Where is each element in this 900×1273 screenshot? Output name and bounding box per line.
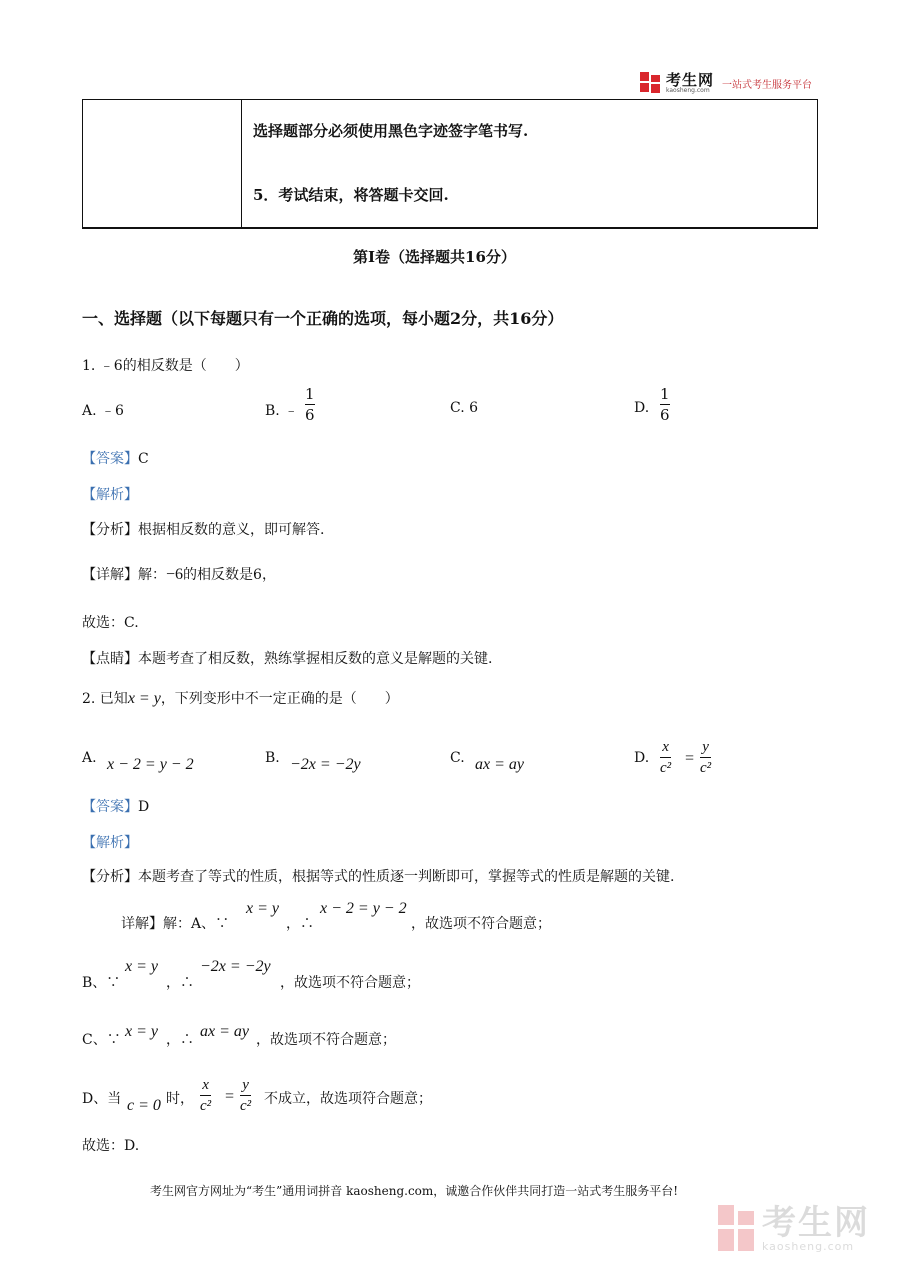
q1-review: 【点睛】本题考查了相反数，熟练掌握相反数的意义是解题的关键. bbox=[82, 651, 493, 667]
watermark-logo-icon bbox=[718, 1205, 758, 1253]
header-logo[interactable] bbox=[640, 72, 812, 94]
q1-option-d-label: D. bbox=[634, 400, 650, 416]
logo-mark-icon bbox=[640, 72, 662, 94]
footer-text: 考生网官方网址为“考生”通用词拼音 kaosheng.com，诚邀合作伙伴共同打造一站式考生服务平台! bbox=[150, 1184, 679, 1198]
q2-detail-b-math2: −2x = −2y bbox=[200, 958, 271, 975]
q2-detail-c-prefix: C、∵ bbox=[82, 1032, 121, 1048]
q1-detail: 【详解】解：−6的相反数是6， bbox=[82, 566, 276, 583]
q2-detail-b-suffix: ，故选项不符合题意； bbox=[280, 975, 420, 991]
q2-detail-c-math1: x = y bbox=[125, 1023, 158, 1040]
q2-option-d-label: D. bbox=[634, 750, 650, 766]
q1-detail-math: −6 bbox=[166, 566, 184, 583]
q2-option-d-equals: = bbox=[684, 750, 695, 767]
q2-answer bbox=[82, 796, 149, 816]
q1-answer bbox=[82, 448, 149, 468]
q1-fenxi: 【分析】根据相反数的意义，即可解答. bbox=[82, 522, 325, 538]
notice-line-1: 选择题部分必须使用黑色字迹签字笔书写. bbox=[253, 122, 529, 140]
notice-line-2: 5．考试结束，将答题卡交回. bbox=[253, 186, 449, 204]
q2-detail-c-math2: ax = ay bbox=[200, 1023, 249, 1040]
q2-option-d-fraction-left: x c² bbox=[660, 739, 672, 776]
q2-stem: 2. 已知x = y，下列变形中不一定正确的是（ ） bbox=[82, 690, 399, 707]
watermark bbox=[718, 1202, 870, 1253]
q2-fenxi: 【分析】本题考查了等式的性质，根据等式的性质逐一判断即可，掌握等式的性质是解题的关键. bbox=[82, 869, 675, 885]
q2-answer-value: D bbox=[138, 799, 150, 815]
q2-detail-d-prefix: D、当 bbox=[82, 1091, 122, 1107]
q1-option-a: A. ﹣6 bbox=[82, 403, 124, 419]
q2-detail-d-mid: 时， bbox=[166, 1091, 194, 1107]
section-title: 第Ⅰ卷（选择题共16分） bbox=[353, 248, 516, 266]
q2-detail-d-fraction-left: x c² bbox=[200, 1077, 212, 1114]
q2-detail-b-math1: x = y bbox=[125, 958, 158, 975]
q1-analysis-tag: 【解析】 bbox=[82, 487, 138, 503]
q2-detail-a-suffix: ，故选项不符合题意； bbox=[411, 916, 551, 932]
q2-detail-a-mid: ，∴ bbox=[286, 916, 314, 932]
q2-detail-d-fraction-right: y c² bbox=[240, 1077, 252, 1114]
q2-detail-c-mid: ，∴ bbox=[166, 1032, 194, 1048]
q2-option-c-math: ax = ay bbox=[475, 756, 524, 773]
q2-detail-d-suffix: 不成立，故选项符合题意； bbox=[264, 1091, 432, 1107]
q2-option-b-label: B. bbox=[265, 750, 280, 766]
q2-option-b-math: −2x = −2y bbox=[290, 756, 361, 773]
q1-answer-tag: 【答案】 bbox=[82, 451, 138, 467]
q1-option-b-fraction: 1 6 bbox=[305, 385, 315, 424]
q1-stem: 1. ﹣6的相反数是（ ） bbox=[82, 358, 249, 374]
q1-option-b-label: B. ﹣ bbox=[265, 403, 299, 419]
q2-choose: 故选：D. bbox=[82, 1138, 140, 1154]
logo-domain: kaosheng.com bbox=[666, 86, 710, 94]
table-divider bbox=[241, 100, 242, 227]
notice-table bbox=[82, 99, 818, 229]
q2-analysis-tag: 【解析】 bbox=[82, 835, 138, 851]
q2-detail-c-suffix: ，故选项不符合题意； bbox=[256, 1032, 396, 1048]
q2-detail-a-prefix: 详解】解：A、∵ bbox=[121, 916, 230, 932]
q2-detail-b-prefix: B、∵ bbox=[82, 975, 121, 991]
q2-answer-tag: 【答案】 bbox=[82, 799, 138, 815]
q2-detail-d-math1: c = 0 bbox=[127, 1097, 161, 1114]
q2-detail-a-math1: x = y bbox=[246, 900, 279, 917]
q2-stem-math: x = y bbox=[127, 690, 161, 707]
q2-option-a-label: A. bbox=[82, 750, 97, 766]
q1-choose: 故选：C. bbox=[82, 615, 139, 631]
q2-detail-b-mid: ，∴ bbox=[166, 975, 194, 991]
q2-option-a-math: x − 2 = y − 2 bbox=[107, 756, 194, 773]
q2-option-d-fraction-right: y c² bbox=[700, 739, 712, 776]
watermark-title: 考生网 bbox=[762, 1202, 870, 1243]
q2-detail-a-math2: x − 2 = y − 2 bbox=[320, 900, 407, 917]
q1-answer-value: C bbox=[138, 451, 149, 467]
part-heading: 一、选择题（以下每题只有一个正确的选项，每小题2分，共16分） bbox=[82, 309, 564, 328]
logo-slogan: 一站式考生服务平台 bbox=[722, 79, 813, 91]
q2-detail-d-equals: = bbox=[224, 1088, 235, 1105]
logo-title: 考生网 bbox=[666, 70, 715, 89]
q1-option-c: C. 6 bbox=[450, 400, 479, 416]
q2-option-c-label: C. bbox=[450, 750, 465, 766]
watermark-domain: kaosheng.com bbox=[762, 1239, 855, 1253]
q1-option-d-fraction: 1 6 bbox=[660, 385, 670, 424]
